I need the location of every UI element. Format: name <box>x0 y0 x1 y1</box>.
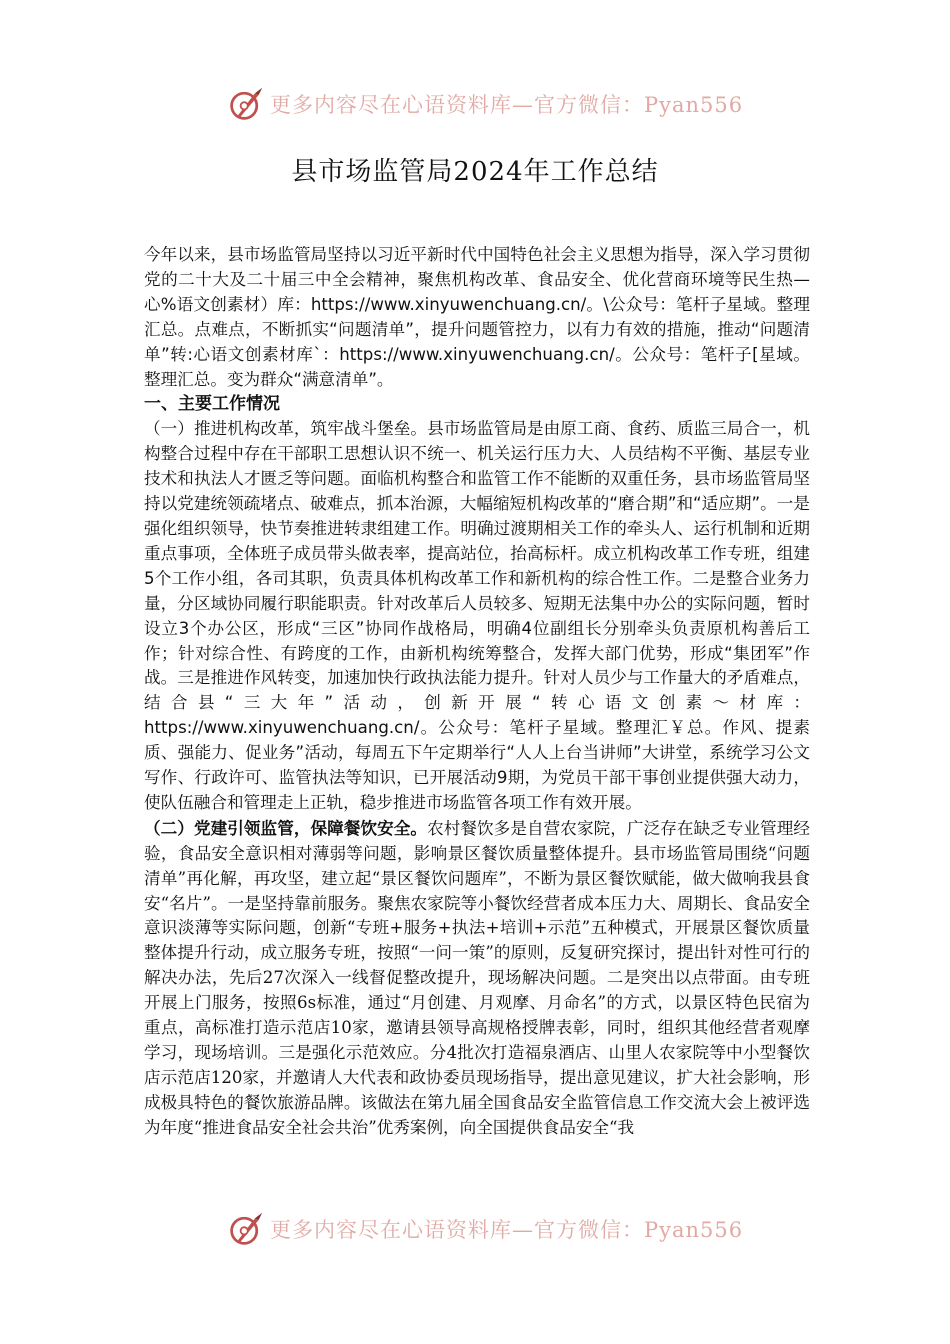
document-body <box>144 243 810 1141</box>
watermark-text: 更多内容尽在心语资料库—官方微信：Pyan556 <box>270 1218 744 1242</box>
section-heading: 一、主要工作情况 <box>144 394 280 415</box>
document-title: 县市场监管局2024年工作总结 <box>291 157 659 187</box>
watermark-header <box>228 84 743 124</box>
paragraph-food-safety-lead: （二）党建引领监管，保障餐饮安全。 <box>144 817 428 838</box>
paragraph-institutional-reform: （一）推进机构改革，筑牢战斗堡垒。县市场监管局是由原工商、食药、质监三局合一，机构整合过程中存在干部职工思想认识不统一、机关运行压力大、人员结构不平衡、基层专业技术和执法人才匮乏等问题。面临机构整合和监管工作不能断的双重任务，县市场监管局坚持以党建统领疏堵点、破难点，抓本治源，大幅缩短机构改革的“磨合期”和“适应期”。一是强化组织领导，快节奏推进转隶组建工作。明确过渡期相关工作的牵头人、运行机制和近期重点事项，全体班子成员带头做表率，提高站位，抬高标杆。成立机构改革工作专班，组建5个工作小组，各司其职，负责具体机构改革工作和新机构的综合性工作。二是整合业务力量，分区域协同履行职能职责。针对改革后人员较多、短期无法集中办公的实际问题，暂时设立3个办公区，形成“三区”协同作战格局，明确4位副组长分别牵头负责原机构善后工作；针对综合性、有跨度的工作，由新机构统筹整合，发挥大部门优势，形成“集团军”作战。三是推进作风转变，加速加快行政执法能力提升。针对人员少与工作量大的矛盾难点，结合县“三大年”活动，创新开展“转心语文创素～材库：https://www.xinyuwenchuang.cn/。公众号：笔杆子星域。整理汇￥总。作风、提素质、强能力、促业务”活动，每周五下午定期举行“人人上台当讲师”大讲堂，系统学习公文写作、行政许可、监管执法等知识，已开展活动9期，为党员干部干事创业提供强大动力，使队伍融合和管理走上正轨，稳步推进市场监管各项工作有效开展。 <box>144 419 810 812</box>
watermark-footer <box>228 1209 743 1249</box>
quill-logo-icon <box>228 86 264 122</box>
watermark-text: 更多内容尽在心语资料库—官方微信：Pyan556 <box>270 93 744 117</box>
intro-paragraph: 今年以来，县市场监管局坚持以习近平新时代中国特色社会主义思想为指导，深入学习贯彻党的二十大及二十届三中全会精神，聚焦机构改革、食品安全、优化营商环境等民生热—心%语文创素材）库：https://www.xinyuwenchuang.cn/。\公众号：笔杆子星域。整理汇总。点难点，不断抓实“问题清单”，提升问题管控力，以有力有效的措施，推动“问题清单”转:心语文创素材库`：https://www.xinyuwenchuang.cn/。公众号：笔杆子[星域。整理汇总。变为群众“满意清单”。 <box>144 245 810 389</box>
paragraph-food-safety <box>144 816 810 1141</box>
quill-logo-icon <box>228 1211 264 1247</box>
paragraph-food-safety-body: 农村餐饮多是自营农家院，广泛存在缺乏专业管理经验，食品安全意识相对薄弱等问题，影响景区餐饮质量整体提升。县市场监管局围绕“问题清单”再化解，再攻坚，建立起“景区餐饮问题库”，不断为景区餐饮赋能，做大做响我县食安“名片”。一是坚持靠前服务。聚焦农家院等小餐饮经营者成本压力大、周期长、食品安全意识淡薄等实际问题，创新“专班+服务+执法+培训+示范”五种模式，开展景区餐饮质量整体提升行动，成立服务专班，按照“一问一策”的原则，反复研究探讨，提出针对性可行的解决办法，先后27次深入一线督促整改提升，现场解决问题。二是突出以点带面。由专班开展上门服务，按照6s标准，通过“月创建、月观摩、月命名”的方式，以景区特色民宿为重点，高标准打造示范店10家，邀请县领导高规格授牌表彰，同时，组织其他经营者观摩学习，现场培训。三是强化示范效应。分4批次打造福泉酒店、山里人农家院等中小型餐饮店示范店120家，并邀请人大代表和政协委员现场指导，提出意见建议，扩大社会影响，形成极具特色的餐饮旅游品牌。该做法在第九届全国食品安全监管信息工作交流大会上被评选为年度“推进食品安全社会共治”优秀案例，向全国提供食品安全“我 <box>144 818 811 1137</box>
